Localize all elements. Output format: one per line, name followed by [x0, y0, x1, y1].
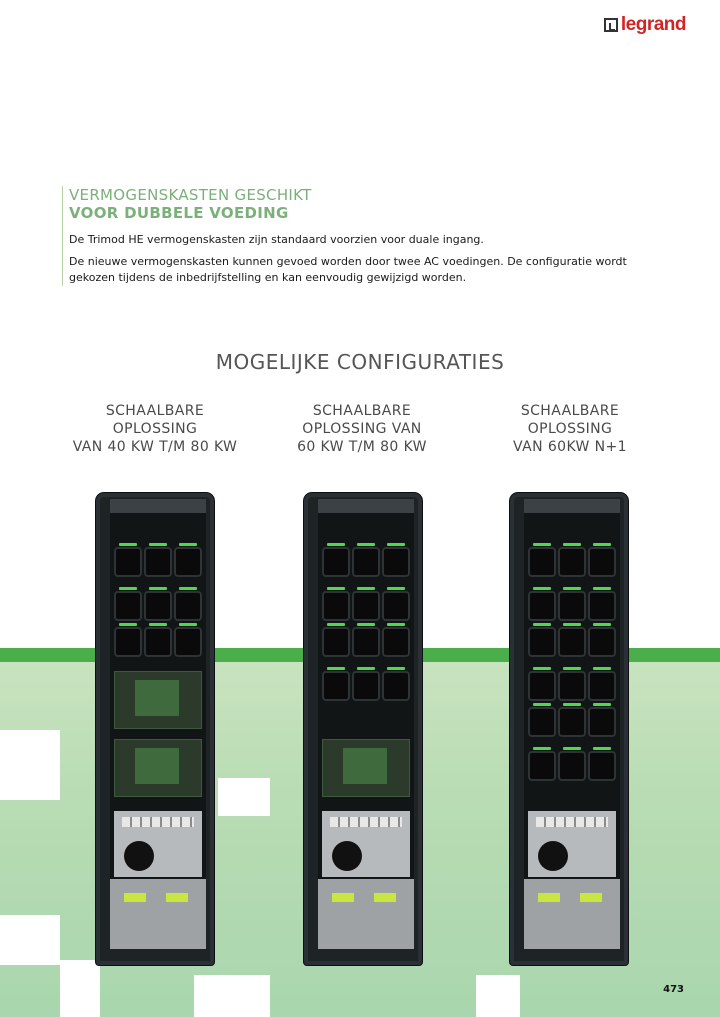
power-module — [352, 591, 380, 621]
power-module — [558, 671, 586, 701]
switch-panel — [528, 811, 616, 877]
module-row — [528, 707, 616, 741]
power-module — [588, 547, 616, 577]
config-3-line3: VAN 60KW N+1 — [513, 439, 627, 455]
power-module — [322, 671, 350, 701]
light-panel-6 — [476, 975, 520, 1017]
cabinet-base — [318, 879, 414, 949]
cabinet-base — [110, 879, 206, 949]
power-module — [558, 591, 586, 621]
module-row — [322, 627, 410, 661]
base-light — [166, 893, 188, 902]
base-light — [374, 893, 396, 902]
power-module — [528, 547, 556, 577]
cabinet-rack — [524, 513, 620, 879]
power-module — [528, 671, 556, 701]
power-module — [322, 591, 350, 621]
power-module — [322, 627, 350, 657]
cabinet-top — [524, 499, 620, 513]
battery-board — [114, 671, 202, 729]
power-module — [558, 751, 586, 781]
base-light — [124, 893, 146, 902]
module-row — [114, 547, 202, 581]
config-caption-1 — [55, 402, 255, 456]
cabinet-base — [524, 879, 620, 949]
config-2-line1: SCHAALBARE — [312, 403, 412, 419]
config-1-line1: SCHAALBARE — [105, 403, 205, 419]
module-row — [528, 627, 616, 661]
intro-section — [62, 186, 669, 286]
config-caption-3 — [470, 402, 670, 456]
config-1-line2: OPLOSSING — [112, 421, 198, 437]
power-module — [588, 671, 616, 701]
power-module — [382, 591, 410, 621]
power-module — [144, 547, 172, 577]
power-module — [352, 627, 380, 657]
config-3-line2: OPLOSSING — [527, 421, 613, 437]
power-module — [528, 591, 556, 621]
intro-paragraph-2: De nieuwe vermogenskasten kunnen gevoed worden door twee AC voedingen. De configuratie wordt gekozen tijdens de inbedrijfstelling en kan eenvoudig gewijzigd worden. — [69, 255, 627, 284]
cabinet-rack — [318, 513, 414, 879]
power-module — [174, 627, 202, 657]
power-module — [382, 627, 410, 657]
power-module — [588, 707, 616, 737]
cabinet-2 — [304, 493, 422, 965]
power-module — [528, 751, 556, 781]
base-light — [332, 893, 354, 902]
cabinet-1 — [96, 493, 214, 965]
base-light — [538, 893, 560, 902]
power-module — [528, 627, 556, 657]
battery-board — [114, 739, 202, 797]
power-module — [352, 547, 380, 577]
power-module — [558, 707, 586, 737]
module-row — [528, 671, 616, 705]
page-number: 473 — [663, 984, 684, 995]
light-panel-4 — [218, 778, 270, 816]
legrand-logo — [604, 14, 686, 36]
section-title-line2: VOOR DUBBELE VOEDING — [69, 204, 289, 222]
module-row — [114, 591, 202, 625]
module-row — [322, 671, 410, 705]
section-title-line1: VERMOGENSKASTEN GESCHIKT — [69, 186, 312, 204]
power-module — [174, 547, 202, 577]
module-row — [528, 591, 616, 625]
config-caption-2 — [262, 402, 462, 456]
switch-panel — [322, 811, 410, 877]
legrand-logo-mark — [604, 18, 618, 32]
module-row — [528, 547, 616, 581]
power-module — [588, 591, 616, 621]
battery-board — [322, 739, 410, 797]
module-row — [322, 591, 410, 625]
cabinet-rack — [110, 513, 206, 879]
power-module — [352, 671, 380, 701]
power-module — [114, 591, 142, 621]
power-module — [528, 707, 556, 737]
power-module — [588, 627, 616, 657]
power-module — [322, 547, 350, 577]
power-module — [558, 547, 586, 577]
power-module — [382, 547, 410, 577]
light-panel-3 — [60, 960, 100, 1017]
light-panel-5 — [194, 975, 270, 1017]
intro-paragraph-1: De Trimod HE vermogenskasten zijn standaard voorzien voor duale ingang. — [69, 233, 484, 246]
config-1-line3: VAN 40 KW T/M 80 KW — [72, 439, 238, 455]
module-row — [322, 547, 410, 581]
power-module — [174, 591, 202, 621]
power-module — [558, 627, 586, 657]
cabinet-top — [110, 499, 206, 513]
light-panel-1 — [0, 730, 60, 800]
power-module — [114, 627, 142, 657]
light-panel-2 — [0, 915, 60, 965]
configurations-title: MOGELIJKE CONFIGURATIES — [215, 350, 505, 374]
config-2-line3: 60 KW T/M 80 KW — [297, 439, 427, 455]
config-2-line2: OPLOSSING VAN — [302, 421, 422, 437]
power-module — [114, 547, 142, 577]
module-row — [528, 751, 616, 785]
power-module — [588, 751, 616, 781]
cabinet-3 — [510, 493, 628, 965]
power-module — [144, 591, 172, 621]
cabinet-top — [318, 499, 414, 513]
power-module — [382, 671, 410, 701]
base-light — [580, 893, 602, 902]
module-row — [114, 627, 202, 661]
brand-name: legrand — [620, 14, 686, 35]
config-3-line1: SCHAALBARE — [520, 403, 620, 419]
switch-panel — [114, 811, 202, 877]
power-module — [144, 627, 172, 657]
